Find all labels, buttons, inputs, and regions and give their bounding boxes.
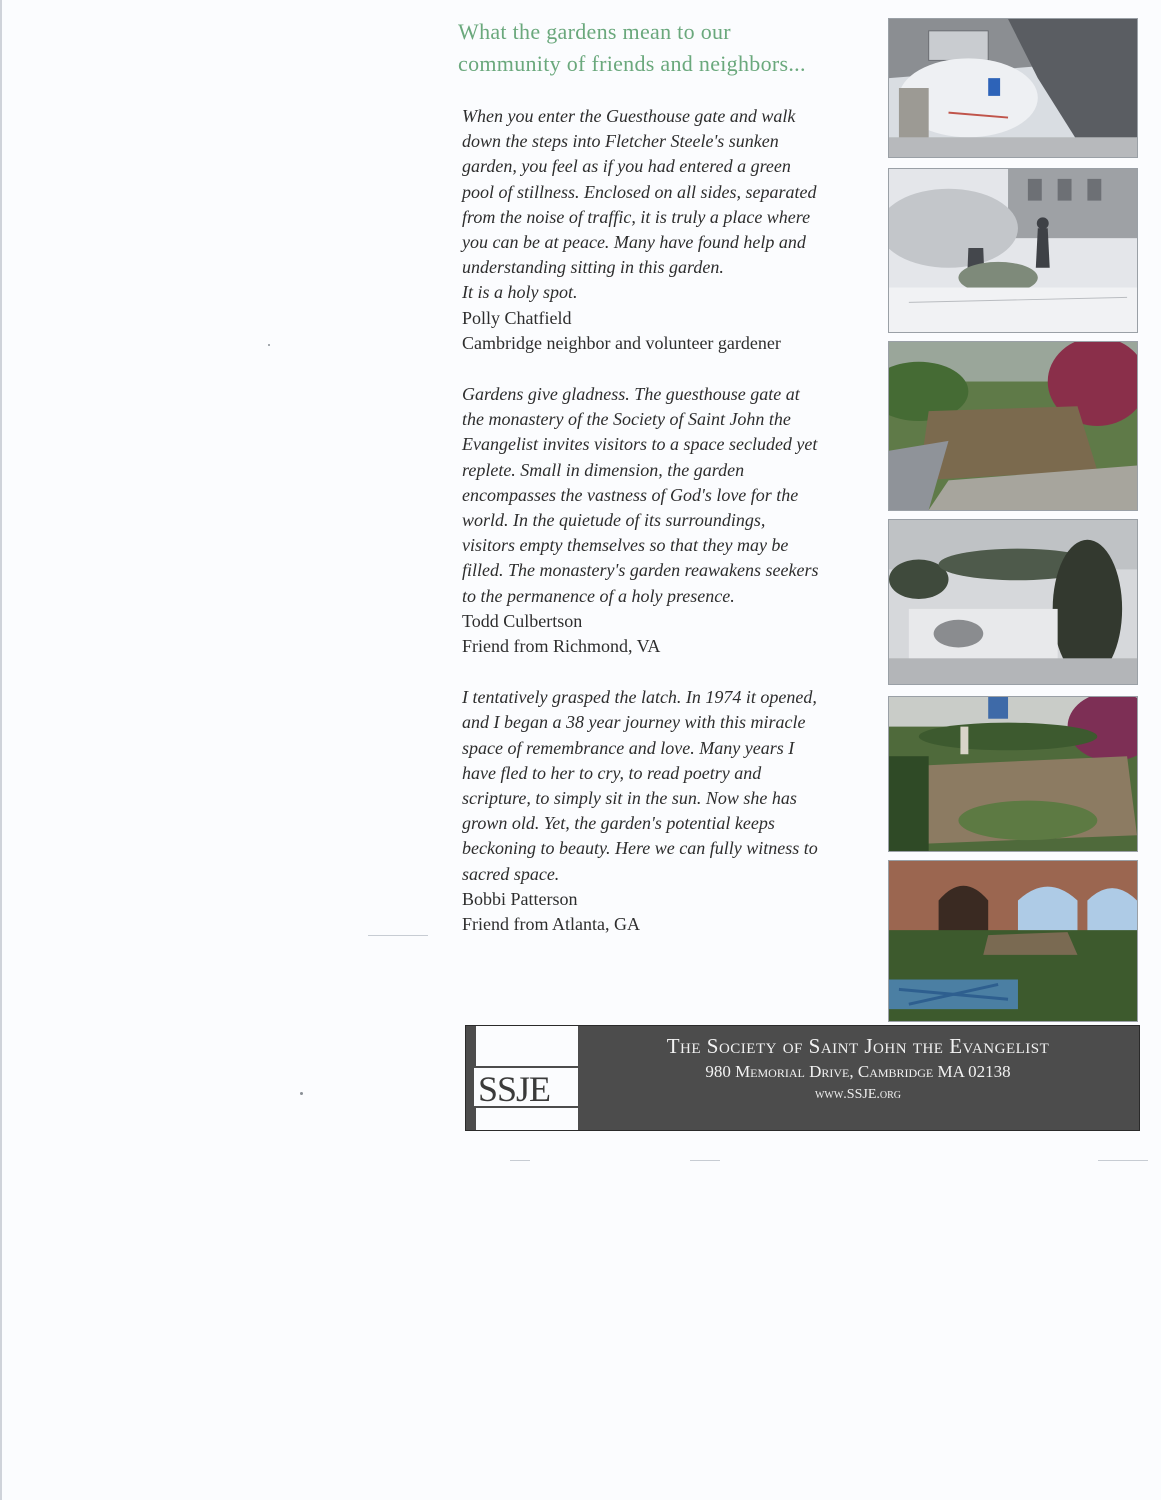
quote-line: filled. The monastery's garden reawakens seekers [462,560,819,581]
quote-line: have fled to her to cry, to read poetry and [462,762,762,783]
quote-line: from the noise of traffic, it is truly a place where [462,206,811,227]
author-role: Friend from Richmond, VA [462,636,661,657]
quote-line: you can be at peace. Many have found help and [462,232,806,253]
quote-line: When you enter the Guesthouse gate and walk [462,106,796,126]
photo-snowy-statue-garden [888,168,1138,333]
author-name: Polly Chatfield [462,307,572,328]
quote-line: grown old. Yet, the garden's potential keeps [462,813,775,834]
scan-mark [368,935,428,936]
logo-text: SSJE [474,1066,578,1108]
banner-text [578,1032,1138,1106]
photo-garden-path-statue [888,696,1138,852]
scan-mark [510,1160,530,1161]
author-role: Cambridge neighbor and volunteer gardener [462,332,781,353]
testimonial-patterson [462,685,882,937]
quote-line: space of remembrance and love. Many years I [462,737,795,758]
quote-line: Evangelist invites visitors to a space secluded yet [462,434,818,455]
ssje-logo [466,1026,578,1130]
testimonial-chatfield [462,104,882,356]
photo-spring-lawn-red-maple [888,341,1138,511]
author-role: Friend from Atlanta, GA [462,914,640,935]
page-heading [458,16,878,80]
quote-line: replete. Small in dimension, the garden [462,459,745,480]
quote-line: visitors empty themselves so that they may be [462,535,789,556]
quote-line: and I began a 38 year journey with this miracle [462,712,806,733]
quote-line: beckoning to beauty. Here we can fully witness to [462,838,818,859]
quote-line: It is a holy spot. [462,282,578,303]
quote-line: encompasses the vastness of God's love for the [462,484,799,505]
organization-address: 980 Memorial Drive, Cambridge MA 02138 [705,1062,1011,1081]
scan-mark [1098,1160,1148,1161]
quote-line: garden, you feel as if you had entered a green [462,156,791,177]
photo-snowy-garden-aerial [888,18,1138,158]
photo-winter-hedge-garden [888,519,1138,685]
author-name: Bobbi Patterson [462,888,578,909]
quote-line: sacred space. [462,863,560,884]
quote-line: down the steps into Fletcher Steele's sunken [462,131,779,152]
scan-speck [268,344,270,346]
heading-line-1: What the gardens mean to our [458,19,731,44]
testimonial-culbertson [462,382,882,659]
quote-line: to the permanence of a holy presence. [462,585,735,606]
quote-line: understanding sitting in this garden. [462,257,724,278]
quote-line: Gardens give gladness. The guesthouse gate at [462,384,800,405]
scan-speck [300,1092,303,1095]
scan-edge [0,0,2,1500]
organization-url: www.SSJE.org [814,1087,901,1102]
quote-line: I tentatively grasped the latch. In 1974 it opened, [462,687,817,708]
quote-line: world. In the quietude of its surroundings, [462,510,766,531]
quote-line: scripture, to simply sit in the sun. Now she has [462,788,797,809]
quote-line: pool of stillness. Enclosed on all sides, separated [462,181,817,202]
scan-mark [690,1160,720,1161]
organization-name: The Society of Saint John the Evangelist [666,1034,1050,1058]
ssje-banner [465,1025,1140,1131]
testimonials [462,104,882,963]
heading-line-2: community of friends and neighbors... [458,51,806,76]
author-name: Todd Culbertson [462,610,583,631]
photo-brick-arches-construction [888,860,1138,1022]
quote-line: the monastery of the Society of Saint John the [462,409,791,430]
